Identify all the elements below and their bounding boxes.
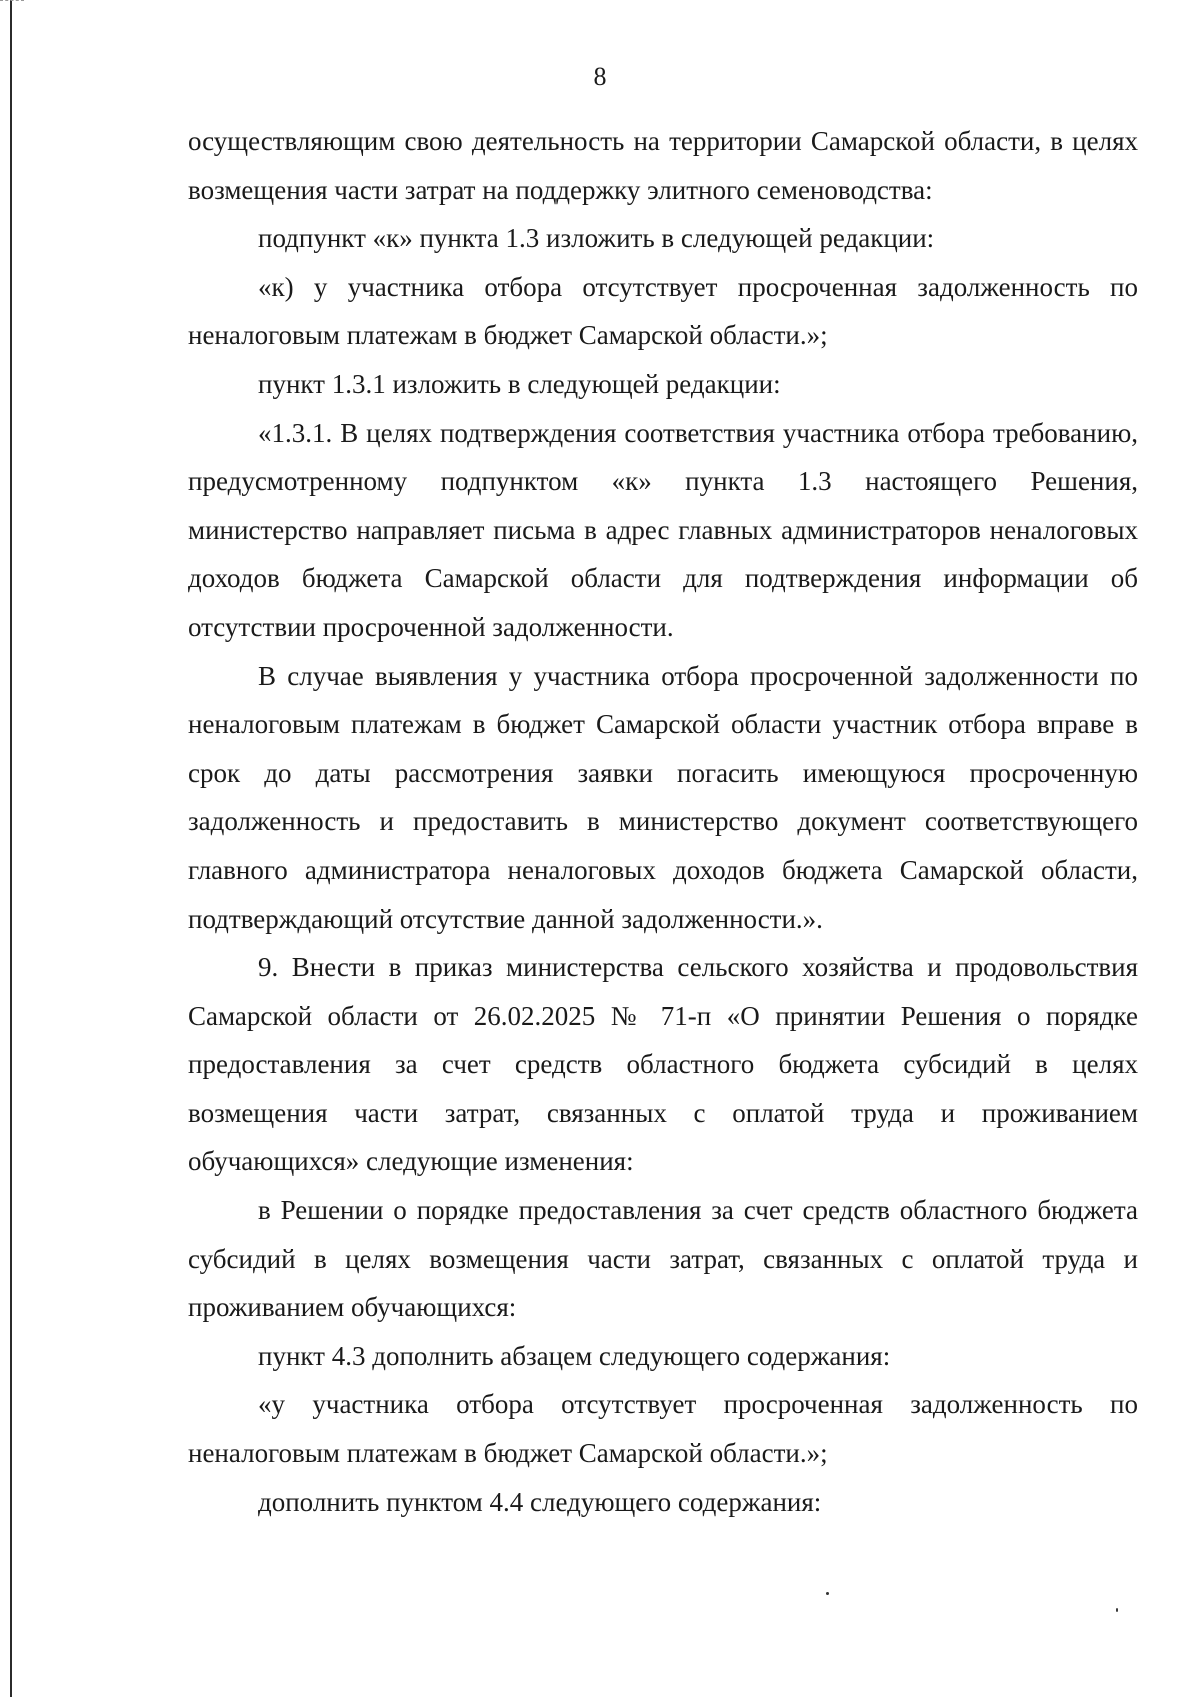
paragraph-point-4-4-intro: дополнить пунктом 4.4 следующего содержания: — [258, 1486, 822, 1517]
scan-speck — [1116, 1608, 1118, 1612]
paragraph-item-9: 9. Внести в приказ министерства сельского хозяйства и продовольствия Самарской области от 26.02.2025 № 71-п «О принятии Решения о порядке предоставления за счет средств областного бюджета субсидий в целях возмещения части затрат, связанных с оплатой труда и проживанием обучающихся» следующие изменения: — [188, 952, 1138, 1177]
paragraph-decision-amendment: в Решении о порядке предоставления за счет средств областного бюджета субсидий в целях возмещения части затрат, связанных с оплатой труда и проживанием обучающихся: — [188, 1195, 1138, 1323]
paragraph-point-4-3-intro: пункт 4.3 дополнить абзацем следующего содержания: — [258, 1340, 891, 1371]
paragraph-continuation: осуществляющим свою деятельность на территории Самарской области, в целях возмещения части затрат на поддержку элитного семеноводства: — [188, 126, 1138, 205]
paragraph-point-4-3-text: «у участника отбора отсутствует просроченная задолженность по неналоговым платежам в бюджет Самарской области.»; — [188, 1389, 1138, 1469]
page-number: 8 — [593, 62, 607, 91]
paragraph-point-1-3-1-intro: пункт 1.3.1 изложить в следующей редакции: — [258, 368, 781, 399]
scan-corner-mark — [0, 0, 24, 3]
paragraph-point-1-3-1-text: «1.3.1. В целях подтверждения соответствия участника отбора требованию, предусмотренному подпунктом «к» пункта 1.3 настоящего Решения, министерство направляет письма в адрес главных администраторов неналоговых доходов бюджета Самарской области для подтверждения информации об отсутствии просроченной задолженности. — [188, 417, 1138, 642]
paragraph-subpoint-k-text: «к) у участника отбора отсутствует просроченная задолженность по неналоговым платежам в бюджет Самарской области.»; — [188, 271, 1138, 351]
document-body — [188, 117, 1138, 1526]
scan-speck — [826, 1592, 829, 1595]
paragraph-debt-case: В случае выявления у участника отбора просроченной задолженности по неналоговым платежам в бюджет Самарской области участник отбора вправе в срок до даты рассмотрения заявки погасить имеющуюся просроченную задолженность и предоставить в министерство документ соответствующего главного администратора неналоговых доходов бюджета Самарской области, подтверждающий отсутствие данной задолженности.». — [188, 660, 1138, 934]
scan-left-edge — [10, 0, 12, 1697]
paragraph-subpoint-k-intro: подпункт «к» пункта 1.3 изложить в следующей редакции: — [258, 223, 935, 254]
